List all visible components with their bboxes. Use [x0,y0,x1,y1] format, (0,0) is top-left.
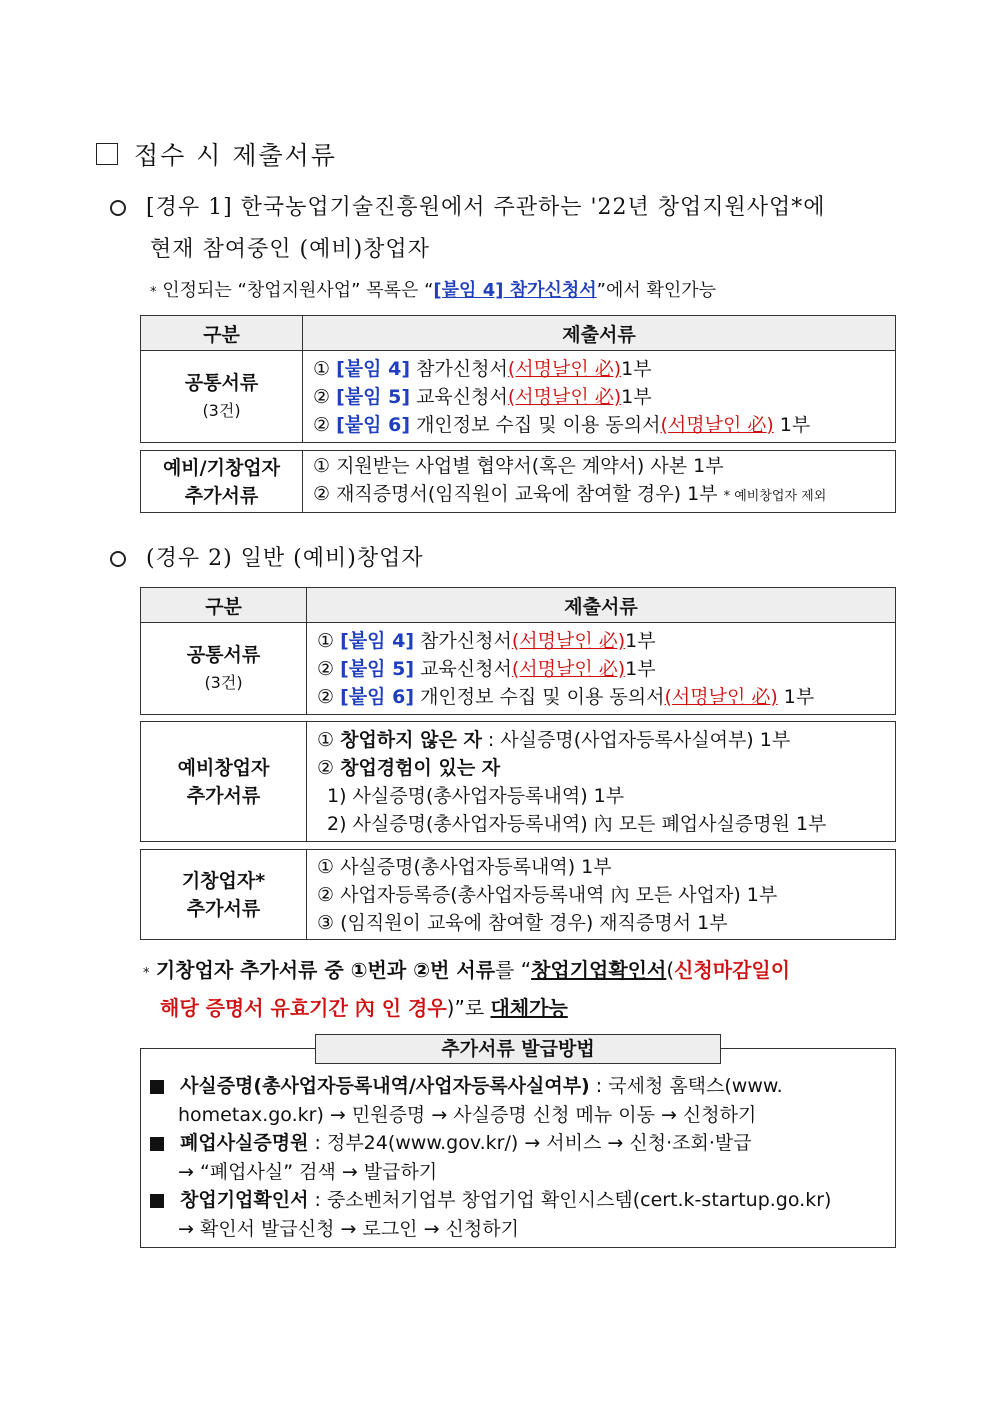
case1-extra-item-1: ① 지원받는 사업별 협약서(혹은 계약서) 사본 1부 [313,455,724,477]
case1-extra-table [140,450,896,513]
case1-line2: 현재 참여중인 (예비)창업자 [150,237,430,262]
note-prefix: 인정되는 “창업지원사업” 목록은 “ [162,280,434,301]
square-bullet-icon [150,1080,164,1094]
header-documents-2: 제출서류 [307,588,896,623]
header-category: 구분 [141,316,303,351]
note-suffix: ”에서 확인가능 [596,280,717,301]
existing-category: 기창업자* 추가서류 [141,850,307,940]
existing-item-1: ① 사실증명(총사업자등록내역) 1부 [317,855,612,878]
header-documents: 제출서류 [303,316,896,351]
existing-item-3: ③ (임직원이 교육에 참여할 경우) 재직증명서 1부 [317,911,728,934]
section-title-text: 접수 시 제출서류 [134,141,337,170]
common-count: (3건) [202,400,241,420]
issue-item-3: 창업기업확인서 : 중소벤처기업부 창업기업 확인시스템(cert.k-startup.go.kr) [150,1186,831,1215]
common-item-1: ① [붙임 4] 참가신청서(서명날인 必)1부 [313,357,652,380]
case1-text: 한국농업기술진흥원에서 주관하는 '22년 창업지원사업*에 [240,195,826,220]
issue-item-1: 사실증명(총사업자등록내역/사업자등록사실여부) : 국세청 홈택스(www. [150,1072,831,1101]
circle-bullet-icon [110,551,126,567]
common-title: 공통서류 [184,371,259,394]
existing-item-2: ② 사업자등록증(총사업자등록내역 內 모든 사업자) 1부 [317,883,778,906]
square-bullet-icon [150,1137,164,1151]
case2-line [110,541,424,572]
existing-items [307,850,896,940]
common-item-3: ② [붙임 6] 개인정보 수집 및 이용 동의서(서명날인 必) 1부 [313,413,811,436]
common-items-2 [307,623,896,715]
case2-text: (경우 2) 일반 (예비)창업자 [146,546,424,571]
common-items [303,351,896,443]
common-item-2: ② [붙임 5] 교육신청서(서명날인 必)1부 [317,657,656,680]
case1-extra-category: 예비/기창업자 추가서류 [141,451,303,513]
prestart-sub-1: 1) 사실증명(총사업자등록내역) 1부 [327,784,625,807]
issue-title: 추가서류 발급방법 [315,1034,721,1064]
issue-item-1-cont: hometax.go.kr) → 민원증명 → 사실증명 신청 메뉴 이동 → 신청하기 [178,1103,757,1126]
case1-line1 [110,190,826,221]
circle-bullet-icon [110,200,126,216]
footnote-line1: * 기창업자 추가서류 중 ①번과 ②번 서류를 “창업기업확인서(신청마감일이 [143,958,791,982]
section-title [96,136,337,172]
common-item-2: ② [붙임 5] 교육신청서(서명날인 必)1부 [313,385,652,408]
existing-table [140,849,896,940]
note-link[interactable]: [붙임 4] 참가신청서 [433,280,597,301]
case1-extra-items [303,451,896,513]
case1-table [140,315,896,443]
note-star: * [150,285,157,300]
issue-item-3-cont: → 확인서 발급신청 → 로그인 → 신청하기 [178,1217,519,1240]
checkbox-square-icon [96,143,118,165]
issue-item-2: 폐업사실증명원 : 정부24(www.gov.kr/) → 서비스 → 신청·조회·발급 [150,1129,831,1158]
common-item-1: ① [붙임 4] 참가신청서(서명날인 必)1부 [317,629,656,652]
issue-item-2-cont: → “폐업사실” 검색 → 발급하기 [178,1160,438,1183]
prestart-sub-2: 2) 사실증명(총사업자등록내역) 內 모든 폐업사실증명원 1부 [327,812,827,835]
footnote-line2: 해당 증명서 유효기간 內 인 경우)”로 대체가능 [160,996,568,1020]
case2-table [140,587,896,715]
prestart-items [307,722,896,842]
case1-extra-item-2: ② 재직증명서(임직원이 교육에 참여할 경우) 1부 * 예비창업자 제외 [313,483,827,505]
common-item-3: ② [붙임 6] 개인정보 수집 및 이용 동의서(서명날인 必) 1부 [317,685,815,708]
header-category-2: 구분 [141,588,307,623]
prestart-category: 예비창업자 추가서류 [141,722,307,842]
common-category [141,351,303,443]
prestart-table [140,721,896,842]
case1-note [150,276,716,302]
square-bullet-icon [150,1194,164,1208]
prestart-item-2: ② 창업경험이 있는 자 [317,756,501,779]
case1-label: [경우 1] [146,195,233,220]
issue-lines [150,1072,831,1243]
prestart-item-1: ① 창업하지 않은 자 : 사실증명(사업자등록사실여부) 1부 [317,728,791,751]
common-category-2: 공통서류 (3건) [141,623,307,715]
